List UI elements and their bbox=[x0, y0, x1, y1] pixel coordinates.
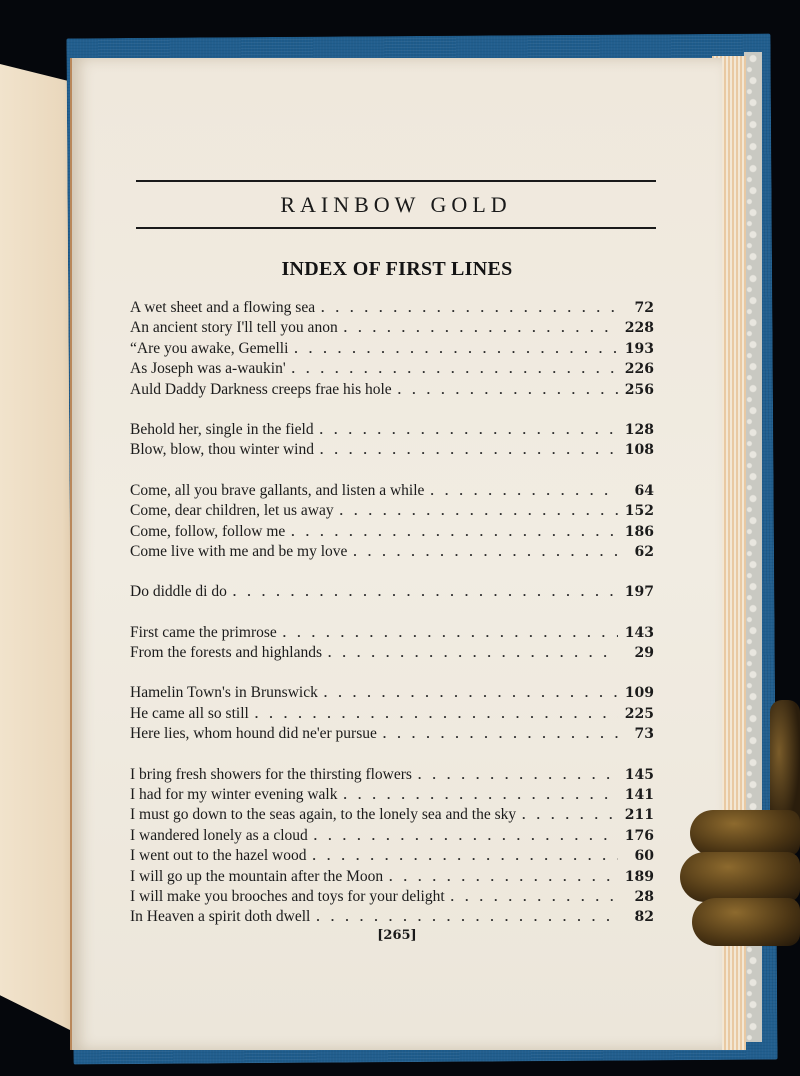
index-entry bbox=[130, 582, 654, 602]
page-reference: 225 bbox=[624, 705, 654, 722]
dot-leader bbox=[430, 481, 618, 501]
dot-leader bbox=[522, 805, 618, 825]
page-reference: 62 bbox=[634, 543, 654, 560]
left-facing-page bbox=[0, 64, 78, 1034]
section-title: INDEX OF FIRST LINES bbox=[281, 258, 513, 280]
dot-leader bbox=[321, 298, 618, 318]
page-reference: 228 bbox=[624, 320, 654, 337]
index-entry bbox=[130, 380, 654, 400]
dot-leader bbox=[291, 522, 618, 542]
page-reference: 108 bbox=[624, 442, 654, 459]
first-line-text: I wandered lonely as a cloud bbox=[130, 826, 308, 844]
page-reference: 152 bbox=[624, 503, 654, 520]
first-line-text: From the forests and highlands bbox=[130, 644, 323, 662]
page-reference: 189 bbox=[624, 868, 654, 885]
index-entry bbox=[130, 522, 654, 542]
index-group-c bbox=[130, 481, 654, 563]
page-reference: 176 bbox=[624, 827, 654, 844]
page-reference: 143 bbox=[624, 624, 654, 641]
page-reference: 256 bbox=[624, 381, 654, 398]
index-entry bbox=[130, 724, 654, 744]
dot-leader bbox=[340, 501, 618, 521]
index-entry bbox=[130, 683, 654, 703]
first-line-text: A wet sheet and a flowing sea bbox=[130, 299, 316, 316]
index-entry bbox=[130, 298, 654, 318]
dot-leader bbox=[283, 623, 618, 643]
page-reference: 72 bbox=[634, 300, 654, 316]
dot-leader bbox=[320, 420, 618, 440]
dot-leader bbox=[328, 643, 618, 663]
first-line-text: Come, dear children, let us away bbox=[130, 502, 334, 520]
first-line-text: First came the primrose bbox=[130, 623, 277, 641]
first-line-text: Behold her, single in the field bbox=[130, 420, 314, 438]
first-line-text: Do diddle di do bbox=[130, 583, 227, 601]
first-line-text: An ancient story I'll tell you anon bbox=[130, 319, 338, 337]
index-group-f bbox=[130, 623, 654, 664]
dot-leader bbox=[383, 724, 618, 744]
first-line-text: Here lies, whom hound did ne'er pursue bbox=[130, 725, 377, 743]
index-entry bbox=[130, 359, 654, 379]
index-entry bbox=[130, 420, 654, 440]
index-entry bbox=[130, 704, 654, 724]
first-line-text: I bring fresh showers for the thirsting flowers bbox=[130, 765, 412, 783]
first-line-text: He came all so still bbox=[130, 704, 249, 722]
page-reference: 29 bbox=[634, 645, 654, 662]
page-reference: 186 bbox=[624, 523, 654, 540]
index-entry bbox=[130, 623, 654, 643]
first-line-text: As Joseph was a-waukin' bbox=[130, 360, 286, 378]
index-group-h bbox=[130, 683, 654, 744]
index-entry bbox=[130, 867, 654, 887]
index-group-i bbox=[130, 765, 654, 928]
dot-leader bbox=[312, 846, 618, 866]
page-reference: 128 bbox=[624, 421, 654, 438]
book-page bbox=[70, 58, 722, 1050]
dot-leader bbox=[294, 339, 618, 359]
page-reference: 60 bbox=[634, 848, 654, 865]
clip-lobe bbox=[680, 852, 800, 902]
index-entry bbox=[130, 542, 654, 562]
index-entry bbox=[130, 643, 654, 663]
dot-leader bbox=[233, 582, 618, 602]
page-reference: 28 bbox=[634, 888, 654, 905]
page-reference: 141 bbox=[624, 787, 654, 804]
clip-lobe bbox=[690, 810, 800, 856]
index-entry bbox=[130, 785, 654, 805]
index-entry bbox=[130, 765, 654, 785]
running-head bbox=[136, 180, 656, 229]
page-number: [265] bbox=[377, 928, 417, 943]
index-entry bbox=[130, 907, 654, 927]
first-line-text: Come, follow, follow me bbox=[130, 522, 286, 540]
page-reference: 197 bbox=[624, 584, 654, 601]
book-title: RAINBOW GOLD bbox=[280, 192, 512, 217]
first-line-text: Blow, blow, thou winter wind bbox=[130, 441, 314, 459]
index-entry bbox=[130, 887, 654, 907]
bottom-rule bbox=[136, 227, 656, 229]
dot-leader bbox=[255, 704, 618, 724]
first-line-text: Come live with me and be my love bbox=[130, 542, 348, 560]
page-reference: 193 bbox=[624, 340, 654, 357]
dot-leader bbox=[398, 380, 618, 400]
brass-book-clip bbox=[680, 810, 800, 950]
dot-leader bbox=[389, 867, 618, 887]
dot-leader bbox=[418, 765, 618, 785]
clip-lobe bbox=[692, 898, 800, 946]
index-entry bbox=[130, 846, 654, 866]
dot-leader bbox=[343, 785, 618, 805]
dot-leader bbox=[451, 887, 618, 907]
first-line-text: In Heaven a spirit doth dwell bbox=[130, 908, 311, 926]
index-entry bbox=[130, 826, 654, 846]
index-entry bbox=[130, 501, 654, 521]
dot-leader bbox=[320, 440, 618, 460]
first-line-text: “Are you awake, Gemelli bbox=[130, 339, 289, 357]
page-reference: 73 bbox=[634, 726, 654, 743]
dot-leader bbox=[344, 318, 618, 338]
index-entry bbox=[130, 481, 654, 501]
page-reference: 82 bbox=[634, 909, 654, 926]
index-group-b bbox=[130, 420, 654, 461]
index-list bbox=[130, 298, 654, 948]
first-line-text: I went out to the hazel wood bbox=[130, 847, 307, 865]
dot-leader bbox=[292, 359, 618, 379]
index-entry bbox=[130, 805, 654, 825]
first-line-text: I must go down to the seas again, to the lonely sea and the sky bbox=[130, 806, 517, 824]
index-entry bbox=[130, 440, 654, 460]
dot-leader bbox=[353, 542, 618, 562]
page-reference: 109 bbox=[624, 685, 654, 702]
first-line-text: I will go up the mountain after the Moon bbox=[130, 867, 384, 885]
dot-leader bbox=[324, 683, 618, 703]
page-reference: 145 bbox=[624, 766, 654, 783]
first-line-text: I had for my winter evening walk bbox=[130, 786, 338, 804]
first-line-text: Hamelin Town's in Brunswick bbox=[130, 684, 318, 702]
page-reference: 211 bbox=[624, 807, 654, 824]
index-group-d bbox=[130, 582, 654, 602]
first-line-text: I will make you brooches and toys for your delight bbox=[130, 887, 445, 905]
index-entry bbox=[130, 339, 654, 359]
dot-leader bbox=[316, 907, 618, 927]
first-line-text: Come, all you brave gallants, and listen a while bbox=[130, 481, 425, 499]
page-reference: 226 bbox=[624, 361, 654, 378]
page-reference: 64 bbox=[634, 482, 654, 499]
index-entry bbox=[130, 318, 654, 338]
dot-leader bbox=[314, 826, 618, 846]
first-line-text: Auld Daddy Darkness creeps frae his hole bbox=[130, 380, 392, 398]
index-group-a bbox=[130, 298, 654, 400]
